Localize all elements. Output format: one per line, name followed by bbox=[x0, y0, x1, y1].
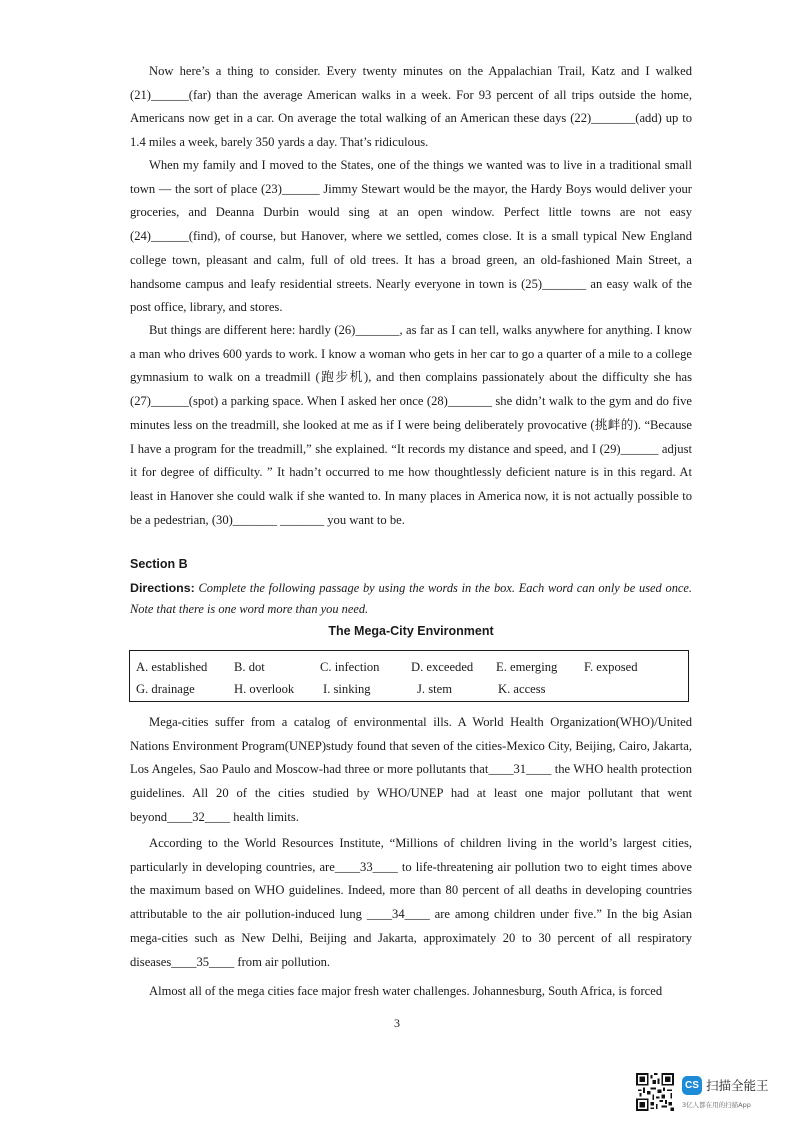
paragraph-air-pollution: According to the World Resources Institute, “Millions of children living in the world’s largest cities, particularly in developing countries, are____33____ to life-threatening air pollution two to eight times above the maximum based on WHO guidelines. Indeed, more than 80 percent of all deaths in developing countries attributable to the air pollution-induced lung ____34____ are among children under five.” In the big Asian mega-cities such as New Delhi, Beijing and Jakarta, approximately 20 to 30 percent of all respiratory diseases____35____ from air pollution. bbox=[130, 836, 692, 969]
paragraph-mega-cities: Mega-cities suffer from a catalog of environmental ills. A World Health Organization(WHO)/United Nations Environment Program(UNEP)study found that seven of the cities-Mexico City, Beijing, Cairo, Jakarta, Los Angeles, Sao Paulo and Moscow-had three or more pollutants that____31____ the WHO health protection guidelines. All 20 of the cities studied by WHO/UNEP had at least one major pollutant that went beyond____32____ health limits. bbox=[130, 715, 692, 824]
scanner-app-name: 扫描全能王 bbox=[706, 1078, 769, 1093]
passage-title: The Mega-City Environment bbox=[328, 624, 494, 638]
paragraph-treadmill: But things are different here: hardly (26)_______, as far as I can tell, walks anywhere for anything. I know a man who drives 600 yards to work. I know a woman who gets in her car to go a quarter of a mile to a college gymnasium to walk on a treadmill (跑步机), and then complains passionately about the difficulty she has (27)______(spot) a parking space. When I asked her once (28)_______ she didn’t walk to the gym and do five minutes less on the treadmill, she looked at me as if I were being deliberately provocative (挑衅的). “Because I have a program for the treadmill,” she explained. “It records my distance and speed, and I (29)______ adjust it for degree of difficulty. ” It hadn’t occurred to me how thoughtlessly deficient nature is in this regard. At least in Hanover she could walk if she wanted to. In many places in America now, it is not actually possible to be a pedestrian, (30)_______ _______ you want to be. bbox=[130, 323, 692, 527]
word-option: F. exposed bbox=[584, 660, 638, 674]
scanner-app-tagline: 3亿人都在用的扫描App bbox=[682, 1101, 751, 1109]
word-option: C. infection bbox=[320, 660, 380, 674]
word-option: B. dot bbox=[234, 660, 265, 674]
word-option: G. drainage bbox=[136, 682, 195, 696]
word-option: H. overlook bbox=[234, 682, 295, 696]
word-option: D. exceeded bbox=[411, 660, 474, 674]
word-option: I. sinking bbox=[323, 682, 371, 696]
directions-text: Complete the following passage by using the words in the box. Each word can only be used once. Note that there is one word more than you need. bbox=[130, 581, 692, 616]
word-option: K. access bbox=[498, 682, 546, 696]
word-option: J. stem bbox=[417, 682, 452, 696]
section-b-directions bbox=[130, 578, 692, 620]
word-option: A. established bbox=[136, 660, 208, 674]
section-b-title: Section B bbox=[130, 557, 188, 571]
directions-label: Directions: bbox=[130, 581, 195, 595]
word-box bbox=[129, 650, 689, 702]
qr-code-icon bbox=[636, 1073, 674, 1111]
paragraph-fresh-water: Almost all of the mega cities face major fresh water challenges. Johannesburg, South Africa, is forced bbox=[149, 984, 663, 998]
page-number: 3 bbox=[394, 1016, 400, 1030]
paragraph-small-town: When my family and I moved to the States, one of the things we wanted was to live in a traditional small town — the sort of place (23)______ Jimmy Stewart would be the mayor, the Hardy Boys would deliver your groceries, and Deanna Durbin would sing at an open window. Perfect little towns are not easy (24)______(find), of course, but Hanover, where we settled, comes close. It is a small typical New England college town, pleasant and calm, full of old trees. It has a broad green, an old-fashioned Main Street, a handsome campus and leafy residential streets. Nearly everyone in town is (25)_______ an easy walk of the post office, library, and stores. bbox=[130, 158, 692, 315]
word-option: E. emerging bbox=[496, 660, 558, 674]
camscanner-logo-icon: CS bbox=[682, 1076, 702, 1095]
paragraph-appalachian-trail: Now here’s a thing to consider. Every twenty minutes on the Appalachian Trail, Katz and I walked (21)______(far) than the average American walks in a week. For 93 percent of all trips outside the home, Americans now get in a car. On average the total walking of an American these days (22)_______(add) up to 1.4 miles a week, barely 350 yards a day. That’s ridiculous. bbox=[130, 64, 692, 150]
